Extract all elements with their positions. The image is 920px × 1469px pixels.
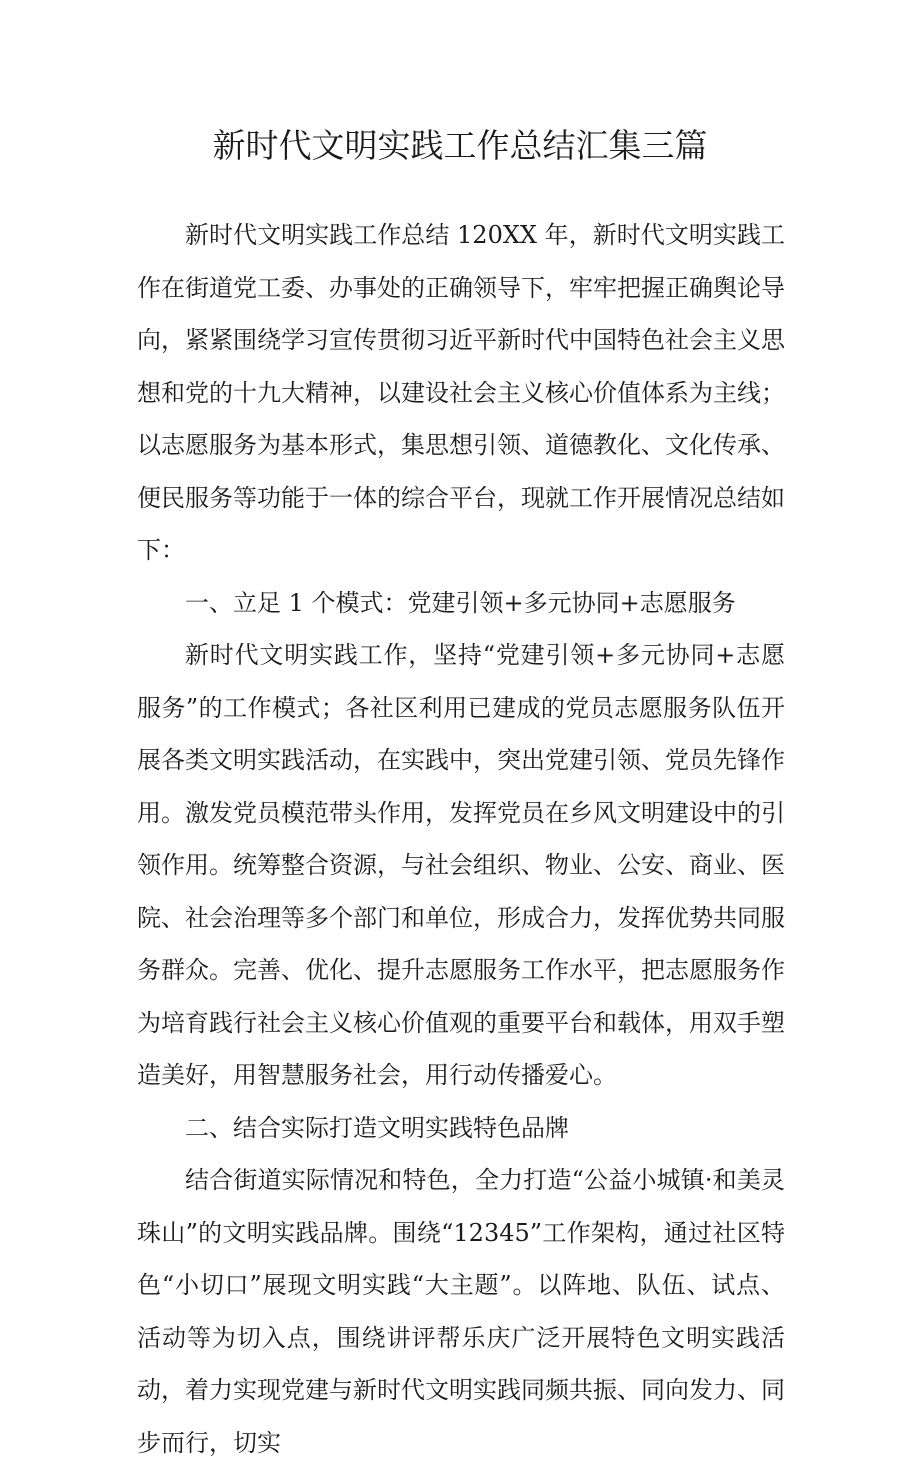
section-heading-2: 二、结合实际打造文明实践特色品牌: [185, 1113, 569, 1142]
section-1-paragraph: 新时代文明实践工作，坚持“党建引领+多元协同+志愿服务”的工作模式；各社区利用已建成的党员志愿服务队伍开展各类文明实践活动，在实践中，突出党建引领、党员先锋作用。激发党员模范带头作用，发挥党员在乡风文明建设中的引领作用。统筹整合资源，与社会组织、物业、公安、商业、医院、社会治理等多个部门和单位，形成合力，发挥优势共同服务群众。完善、优化、提升志愿服务工作水平，把志愿服务作为培育践行社会主义核心价值观的重要平台和载体，用双手塑造美好，用智慧服务社会，用行动传播爱心。: [137, 641, 785, 1089]
section-heading-1: 一、立足 1 个模式：党建引领+多元协同+志愿服务: [185, 588, 736, 617]
document-body: [137, 209, 785, 1469]
intro-paragraph: 新时代文明实践工作总结 120XX 年，新时代文明实践工作在街道党工委、办事处的正确领导下，牢牢把握正确舆论导向，紧紧围绕学习宣传贯彻习近平新时代中国特色社会主义思想和党的十九大精神，以建设社会主义核心价值体系为主线；以志愿服务为基本形式，集思想引领、道德教化、文化传承、便民服务等功能于一体的综合平台，现就工作开展情况总结如下：: [137, 221, 785, 564]
section-2-paragraph: 结合街道实际情况和特色，全力打造“公益小城镇·和美灵珠山”的文明实践品牌。围绕“12345”工作架构，通过社区特色“小切口”展现文明实践“大主题”。以阵地、队伍、试点、活动等为切入点，围绕讲评帮乐庆广泛开展特色文明实践活动，着力实现党建与新时代文明实践同频共振、同向发力、同步而行，切实: [137, 1166, 785, 1457]
document-title: 新时代文明实践工作总结汇集三篇: [212, 126, 708, 165]
